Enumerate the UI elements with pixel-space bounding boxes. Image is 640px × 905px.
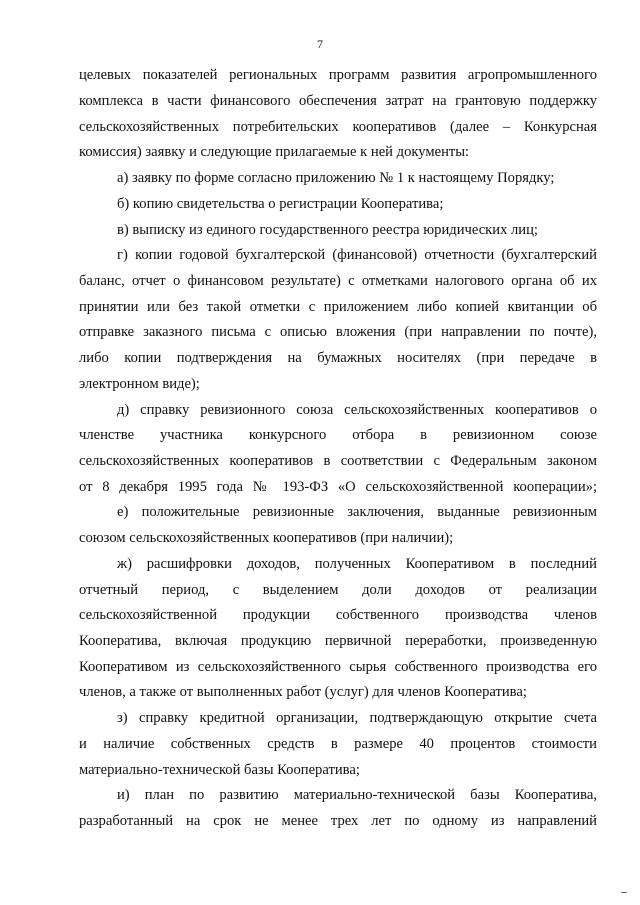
text-line: сельскохозяйственной продукции собственного производства членов [79, 607, 597, 623]
list-item-g: г) копии годовой бухгалтерской (финансовой) отчетности (бухгалтерский [117, 247, 597, 263]
page-number: 7 [317, 37, 323, 51]
text-line: отчетный период, с выделением доли доходов от реализации [79, 582, 597, 598]
text-line: либо копии подтверждения на бумажных носителях (при передаче в [79, 350, 597, 366]
text-line: членстве участника конкурсного отбора в ревизионном союзе [79, 427, 597, 443]
list-item-b: б) копию свидетельства о регистрации Кооператива; [117, 196, 444, 212]
list-item-e: е) положительные ревизионные заключения, выданные ревизионным [117, 504, 597, 520]
text-line: комиссия) заявку и следующие прилагаемые к ней документы: [79, 144, 470, 160]
list-item-v: в) выписку из единого государственного реестра юридических лиц; [117, 222, 538, 238]
list-item-a: а) заявку по форме согласно приложению № 1 к настоящему Порядку; [117, 170, 555, 186]
text-line: членов, а также от выполненных работ (услуг) для членов Кооператива; [79, 684, 527, 700]
text-line: сельскохозяйственных потребительских кооперативов (далее – Конкурсная [79, 119, 597, 135]
text-line: электронном виде); [79, 376, 200, 392]
text-line: от 8 декабря 1995 года № 193-ФЗ «О сельскохозяйственной кооперации»; [79, 479, 597, 495]
list-item-d: д) справку ревизионного союза сельскохозяйственных кооперативов о [117, 402, 597, 418]
text-line: отправке заказного письма с описью вложения (при направлении по почте), [79, 324, 597, 340]
text-line: целевых показателей региональных программ развития агропромышленного [79, 67, 597, 83]
list-item-zh: ж) расшифровки доходов, полученных Кооперативом в последний [117, 556, 597, 572]
text-line: сельскохозяйственных кооперативов в соответствии с Федеральным законом [79, 453, 597, 469]
text-line: баланс, отчет о финансовом результате) с отметками налогового органа об их [79, 273, 597, 289]
text-line: принятии или без такой отметки с приложением либо копией квитанции об [79, 299, 597, 315]
text-line: и наличие собственных средств в размере 40 процентов стоимости [79, 736, 597, 752]
text-line: Кооператива, включая продукцию первичной переработки, произведенную [79, 633, 597, 649]
text-line: союзом сельскохозяйственных кооперативов (при наличии); [79, 530, 454, 546]
text-line: комплекса в части финансового обеспечения затрат на грантовую поддержку [79, 93, 597, 109]
list-item-i: и) план по развитию материально-технической базы Кооператива, [117, 787, 597, 803]
text-line: разработанный на срок не менее трех лет по одному из направлений [79, 813, 597, 829]
scan-artifact [621, 892, 627, 893]
text-line: Кооперативом из сельскохозяйственного сырья собственного производства его [79, 659, 597, 675]
list-item-z: з) справку кредитной организации, подтверждающую открытие счета [117, 710, 597, 726]
text-line: материально-технической базы Кооператива; [79, 762, 360, 778]
